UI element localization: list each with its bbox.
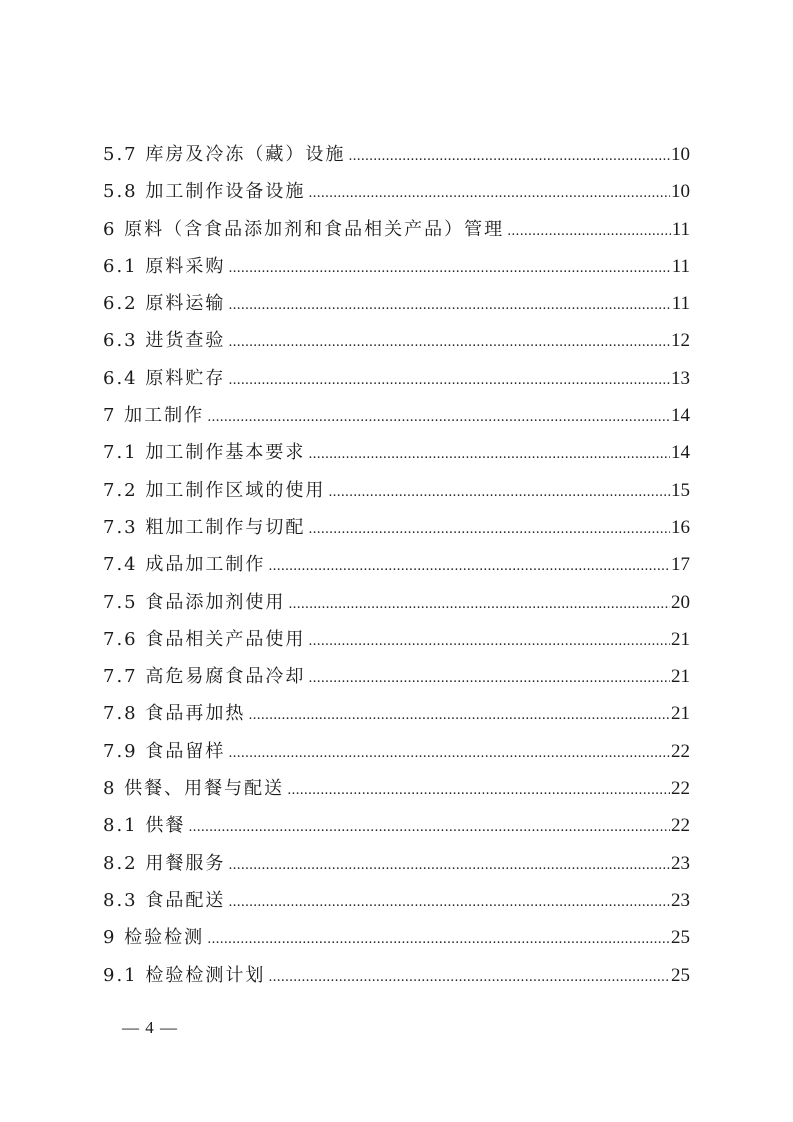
toc-entry-page: 20: [671, 591, 690, 613]
toc-leader-dots: [328, 474, 670, 511]
toc-entry-page: 11: [671, 218, 690, 240]
toc-entry-page: 21: [671, 628, 690, 650]
toc-leader-dots: [188, 809, 670, 846]
toc-entry[interactable]: [103, 285, 690, 322]
page-number: — 4 —: [122, 1018, 178, 1037]
toc-entry[interactable]: [103, 695, 690, 732]
toc-entry-title: 7.6 食品相关产品使用: [103, 628, 306, 650]
toc-leader-dots: [228, 362, 670, 399]
toc-entry-page: 10: [671, 181, 690, 203]
toc-entry[interactable]: [103, 658, 690, 695]
toc-leader-dots: [228, 250, 670, 287]
toc-leader-dots: [308, 660, 670, 697]
toc-leader-dots: [228, 324, 670, 361]
toc-entry-page: 22: [671, 740, 690, 762]
toc-entry[interactable]: [103, 248, 690, 285]
toc-entry-title: 7.8 食品再加热: [103, 703, 246, 725]
toc-entry-page: 22: [671, 778, 690, 800]
toc-entry-title: 9.1 检验检测计划: [103, 964, 266, 986]
toc-entry-page: 17: [671, 554, 690, 576]
toc-entry-title: 7 加工制作: [103, 405, 205, 427]
toc-entry[interactable]: [103, 957, 690, 994]
toc-entry-title: 8 供餐、用餐与配送: [103, 778, 285, 800]
toc-entry-page: 16: [671, 516, 690, 538]
toc-leader-dots: [308, 511, 670, 548]
toc-leader-dots: [228, 884, 670, 921]
toc-entry-page: 14: [671, 442, 690, 464]
toc-entry[interactable]: [103, 472, 690, 509]
toc-entry-title: 5.8 加工制作设备设施: [103, 181, 306, 203]
toc-entry-title: 5.7 库房及冷冻（藏）设施: [103, 144, 346, 165]
toc-entry[interactable]: [103, 845, 690, 882]
toc-entry-title: 6.1 原料采购: [103, 255, 226, 277]
toc-entry-title: 8.3 食品配送: [103, 889, 226, 911]
toc-leader-dots: [348, 138, 670, 175]
toc-entry-title: 6.3 进货查验: [103, 330, 226, 352]
toc-leader-dots: [228, 735, 670, 772]
toc-leader-dots: [287, 772, 670, 809]
toc-entry-page: 23: [671, 889, 690, 911]
toc-entry-page: 23: [671, 852, 690, 874]
toc-entry-title: 7.4 成品加工制作: [103, 554, 266, 576]
toc-entry-title: 7.3 粗加工制作与切配: [103, 516, 306, 538]
toc-entry-page: 11: [671, 293, 690, 315]
toc-entry[interactable]: [103, 770, 690, 807]
toc-entry[interactable]: [103, 434, 690, 471]
toc-leader-dots: [308, 623, 670, 660]
toc-entry[interactable]: [103, 919, 690, 956]
toc-leader-dots: [228, 847, 670, 884]
toc-entry-title: 7.1 加工制作基本要求: [103, 442, 306, 464]
toc-entry[interactable]: [103, 360, 690, 397]
toc-leader-dots: [507, 213, 671, 250]
toc-entry-title: 7.2 加工制作区域的使用: [103, 479, 326, 501]
toc-entry-page: 12: [671, 330, 690, 352]
toc-entry[interactable]: [103, 807, 690, 844]
toc-leader-dots: [308, 436, 670, 473]
toc-entry[interactable]: [103, 173, 690, 210]
toc-leader-dots: [207, 399, 670, 436]
toc-leader-dots: [207, 921, 670, 958]
toc-entry-page: 25: [671, 927, 690, 949]
toc-entry-title: 9 检验检测: [103, 927, 205, 949]
toc-entry-title: 8.1 供餐: [103, 815, 186, 837]
toc-leader-dots: [288, 586, 670, 623]
toc-entry-page: 21: [671, 703, 690, 725]
toc-entry-title: 7.5 食品添加剂使用: [103, 591, 286, 613]
toc-entry[interactable]: [103, 882, 690, 919]
toc-entry[interactable]: [103, 211, 690, 248]
toc-entry-page: 21: [671, 666, 690, 688]
toc-entry[interactable]: [103, 584, 690, 621]
toc-entry-title: 8.2 用餐服务: [103, 852, 226, 874]
toc-entry-page: 14: [671, 405, 690, 427]
toc-entry-page: 15: [671, 479, 690, 501]
toc-entry-page: 11: [671, 255, 690, 277]
table-of-contents: [103, 136, 690, 994]
toc-entry-title: 6 原料（含食品添加剂和食品相关产品）管理: [103, 218, 505, 240]
toc-entry[interactable]: [103, 621, 690, 658]
toc-entry-page: 25: [671, 964, 690, 986]
toc-leader-dots: [308, 175, 670, 212]
toc-entry[interactable]: [103, 322, 690, 359]
toc-entry[interactable]: [103, 509, 690, 546]
toc-entry-title: 6.2 原料运输: [103, 293, 226, 315]
toc-entry-page: 13: [671, 367, 690, 389]
toc-leader-dots: [268, 548, 670, 585]
toc-entry-page: 10: [671, 144, 690, 165]
toc-entry[interactable]: [103, 733, 690, 770]
toc-entry-page: 22: [671, 815, 690, 837]
toc-entry-title: 7.9 食品留样: [103, 740, 226, 762]
toc-entry-title: 6.4 原料贮存: [103, 367, 226, 389]
toc-entry[interactable]: [103, 397, 690, 434]
toc-entry-title: 7.7 高危易腐食品冷却: [103, 666, 306, 688]
toc-leader-dots: [248, 697, 670, 734]
toc-leader-dots: [268, 959, 670, 996]
toc-entry[interactable]: [103, 136, 690, 173]
toc-entry[interactable]: [103, 546, 690, 583]
toc-leader-dots: [228, 287, 670, 324]
